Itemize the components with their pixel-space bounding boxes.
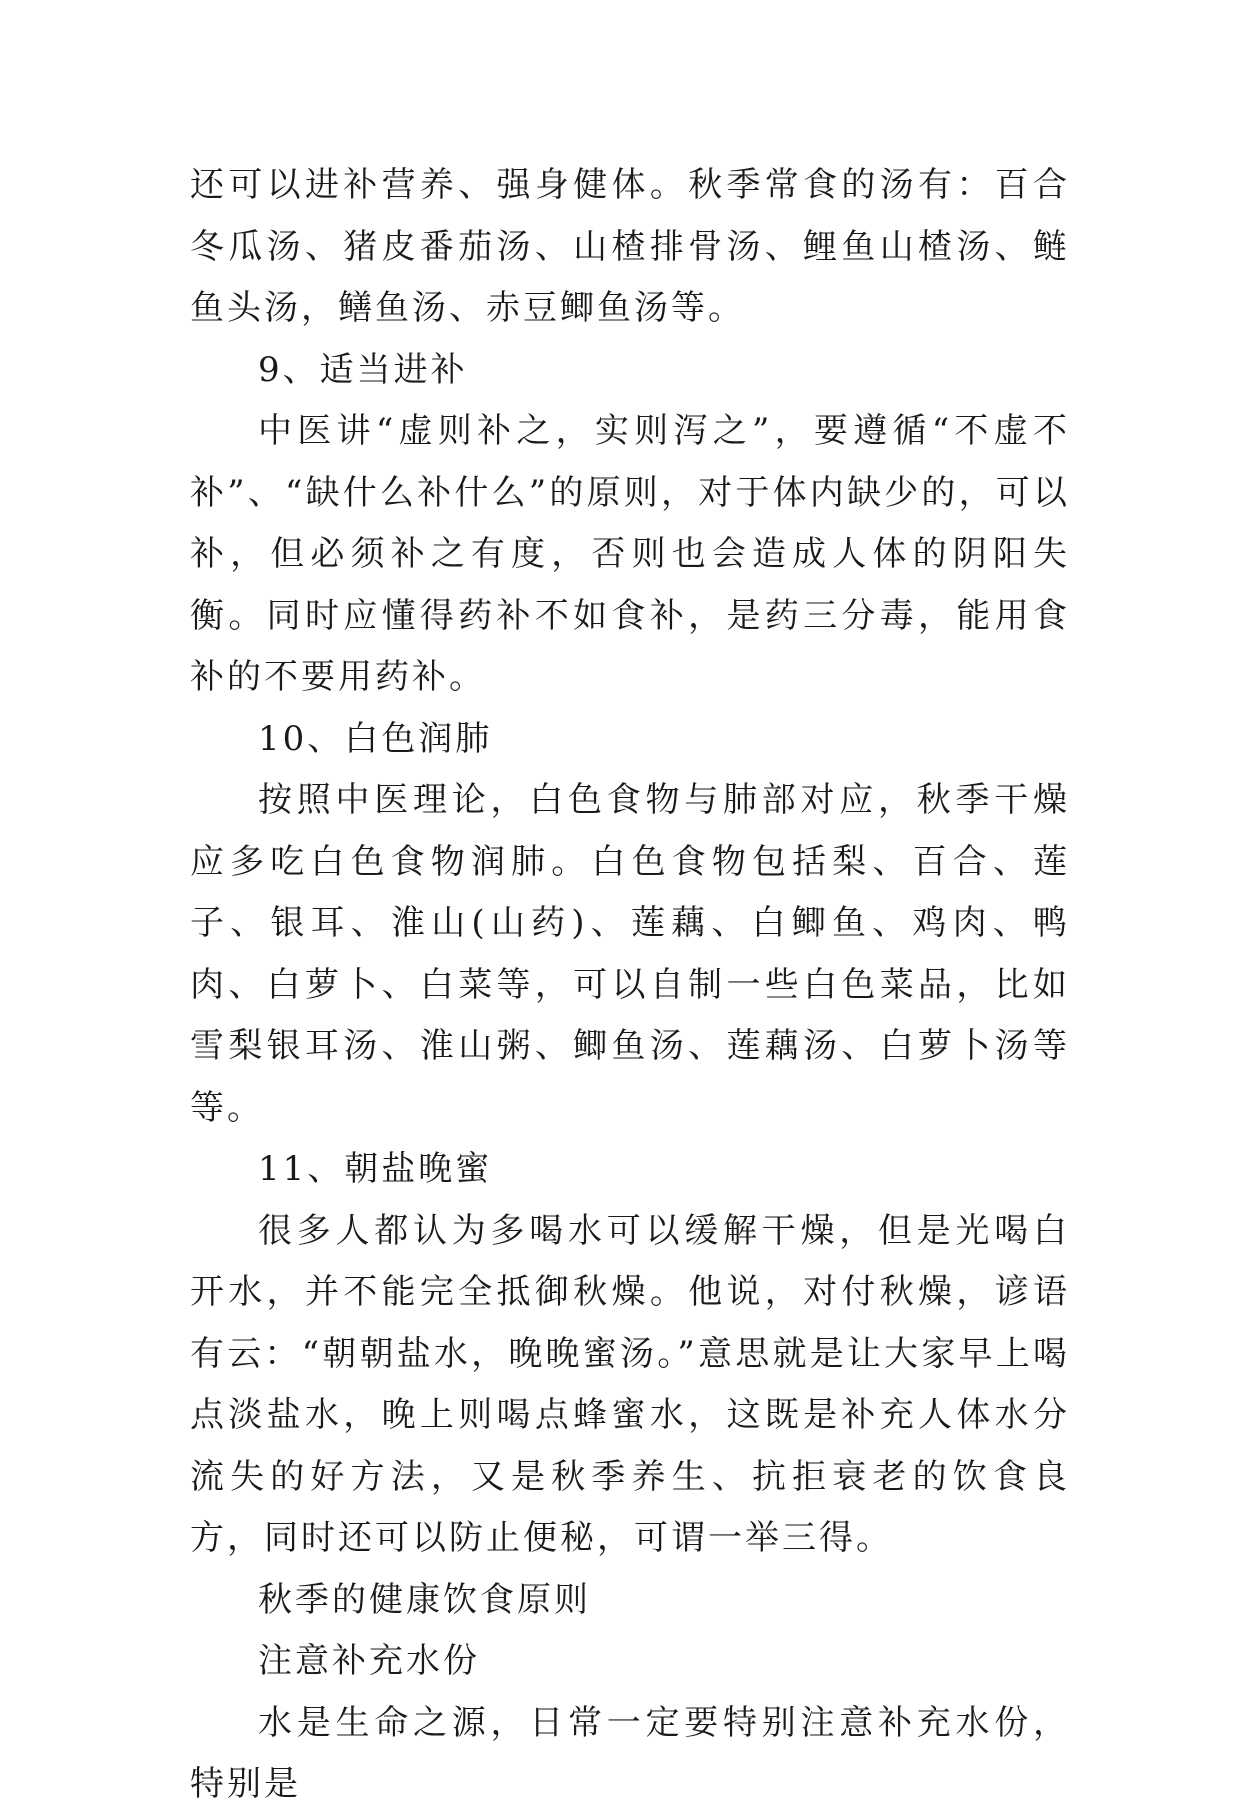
heading-9-proper-tonic: 9、适当进补 xyxy=(258,349,468,390)
paragraph-tonic-principle: 中医讲“虚则补之，实则泻之”，要遵循“不虚不补”、“缺什么补什么”的原则，对于体内缺少的，可以补，但必须补之有度，否则也会造成人体的阴阳失衡。同时应懂得药补不如食补，是药三分毒，能用食补的不要用药补。 xyxy=(190,411,1070,697)
heading-11-salt-morning-honey-evening: 11、朝盐晚蜜 xyxy=(258,1149,493,1189)
heading-10-white-moisten-lung: 10、白色润肺 xyxy=(258,718,493,759)
paragraph-white-foods: 按照中医理论，白色食物与肺部对应，秋季干燥应多吃白色食物润肺。白色食物包括梨、百合、莲子、银耳、淮山(山药)、莲藕、白鲫鱼、鸡肉、鸭肉、白萝卜、白菜等，可以自制一些白色菜品，比如雪梨银耳汤、淮山粥、鲫鱼汤、莲藕汤、白萝卜汤等等。 xyxy=(190,780,1070,1128)
paragraph-salt-honey: 很多人都认为多喝水可以缓解干燥，但是光喝白开水，并不能完全抵御秋燥。他说，对付秋燥，谚语有云：“朝朝盐水，晚晚蜜汤。”意思就是让大家早上喝点淡盐水，晚上则喝点蜂蜜水，这既是补充人体水分流失的好方法，又是秋季养生、抗拒衰老的饮食良方，同时还可以防止便秘，可谓一举三得。 xyxy=(190,1210,1070,1558)
heading-replenish-water: 注意补充水份 xyxy=(258,1641,480,1681)
heading-autumn-diet-principles: 秋季的健康饮食原则 xyxy=(258,1579,591,1620)
document-body xyxy=(190,155,1070,1816)
paragraph-water-source: 水是生命之源，日常一定要特别注意补充水份，特别是 xyxy=(190,1702,1070,1804)
paragraph-soup-list: 还可以进补营养、强身健体。秋季常食的汤有：百合冬瓜汤、猪皮番茄汤、山楂排骨汤、鲤鱼山楂汤、鲢鱼头汤，鳝鱼汤、赤豆鲫鱼汤等。 xyxy=(190,165,1070,328)
